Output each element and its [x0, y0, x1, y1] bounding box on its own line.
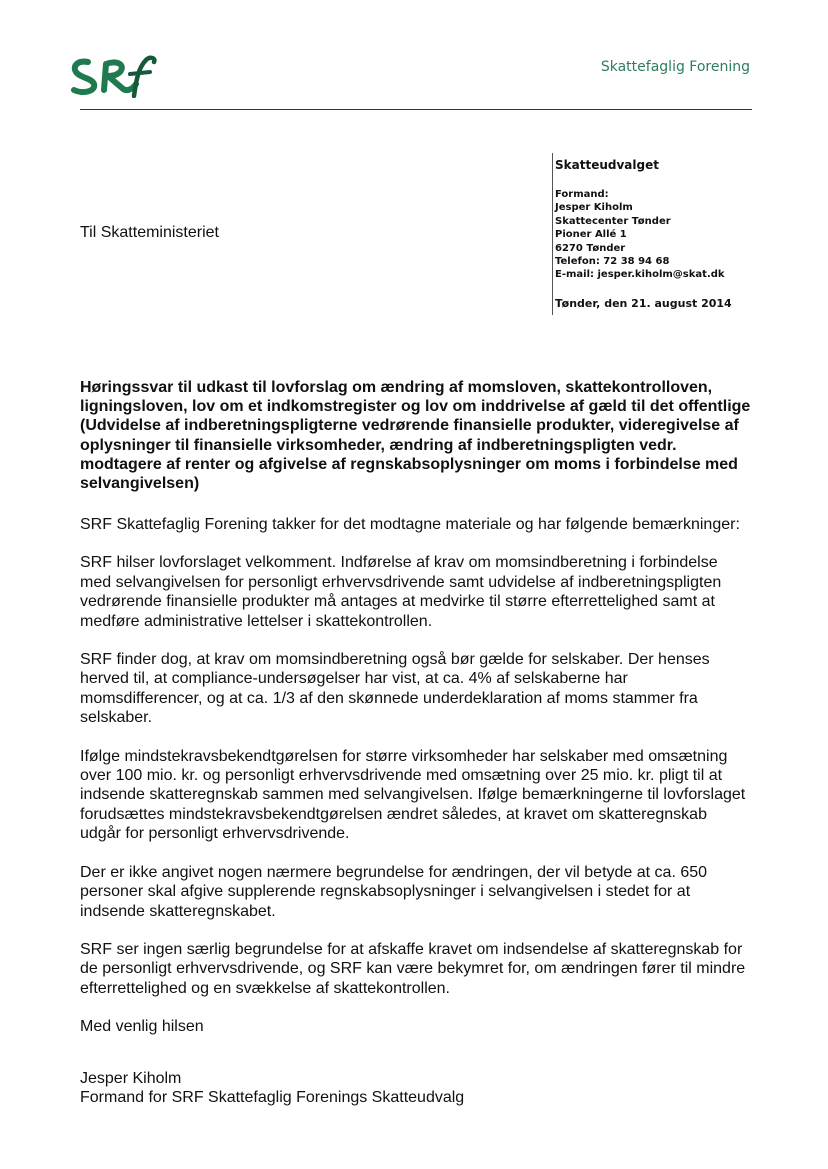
committee-sidebox: [552, 153, 785, 315]
signature-block: [80, 1069, 464, 1108]
srf-logo-icon: [70, 52, 158, 98]
committee-detail-line: Pioner Allé 1: [555, 229, 627, 241]
committee-detail-line: 6270 Tønder: [555, 242, 626, 254]
closing-salutation: Med venlig hilsen: [80, 1018, 204, 1036]
body-paragraph: Der er ikke angivet nogen nærmere begrundelse for ændringen, der vil betyde at ca. 650 personer skal afgive supplerende regnskabsoplysninger i selvangivelsen i stedet for at indsende skatteregnskabet.: [80, 863, 708, 920]
body-paragraph: SRF hilser lovforslaget velkomment. Indførelse af krav om momsindberetning i forbindelse med selvangivelsen for personligt erhvervsdrivende samt udvidelse af indberetningspligten vedrørende finansielle produkter må antages at medvirke til større efterrettelighed samt at medføre administrative lettelser i skattekontrollen.: [80, 554, 722, 630]
body-paragraph: SRF ser ingen særlig begrundelse for at afskaffe kravet om indsendelse af skatteregnskab for de personligt erhvervsdrivende, og SRF kan være bekymret for, om ændringen fører til mindre efterrettelighed og en svækkelse af skattekontrollen.: [80, 940, 746, 997]
committee-detail-line: Jesper Kiholm: [555, 202, 633, 214]
committee-details: [555, 188, 785, 282]
body-paragraph: SRF finder dog, at krav om momsindberetning også bør gælde for selskaber. Der henses herved til, at compliance-undersøgelser har vist, at ca. 4% af selskaberne har momsdifferencer, og at ca. 1/3 af den skønnede underdeklaration af moms stammer fra selskaber.: [80, 651, 710, 727]
signature-title: Formand for SRF Skattefaglig Forenings Skatteudvalg: [80, 1089, 465, 1107]
committee-detail-line: Skattecenter Tønder: [555, 215, 671, 227]
letter-subject: Høringssvar til udkast til lovforslag om ændring af momsloven, skattekontrolloven, ligningsloven, lov om et indkomstregister og lov om inddrivelse af gæld til det offentlige (Udvidelse af indberetningspligterne vedrørende finansielle produkter, videregivelse af oplysninger til finansielle virksomheder, ændring af indberetningspligten vedr. modtagere af renter og afgivelse af regnskabsoplysninger om moms i forbindelse med selvangivelsen): [80, 379, 751, 493]
letter-date: Tønder, den 21. august 2014: [555, 296, 732, 310]
body-paragraph: Ifølge mindstekravsbekendtgørelsen for større virksomheder har selskaber med omsætning over 100 mio. kr. og personligt erhvervsdrivende med omsætning over 25 mio. kr. pligt til at indsende skatteregnskab sammen med selvangivelsen. Ifølge bemærkningerne til lovforslaget forudsættes mindstekravsbekendtgørelsen ændret således, at kravet om skatteregnskab udgår for personligt erhvervsdrivende.: [80, 747, 746, 843]
committee-title: Skatteudvalget: [555, 158, 659, 172]
letter-body: [80, 515, 752, 1056]
committee-detail-line: Formand:: [555, 189, 609, 200]
signature-name: Jesper Kiholm: [80, 1070, 182, 1087]
body-paragraph: SRF Skattefaglig Forening takker for det modtagne materiale og har følgende bemærkninger:: [80, 516, 740, 533]
committee-email: E-mail: jesper.kiholm@skat.dk: [555, 269, 725, 281]
organization-name: Skattefaglig Forening: [600, 59, 750, 75]
recipient-line: Til Skatteministeriet: [80, 224, 219, 241]
committee-detail-line: Telefon: 72 38 94 68: [555, 256, 670, 268]
header-divider: [80, 109, 752, 110]
